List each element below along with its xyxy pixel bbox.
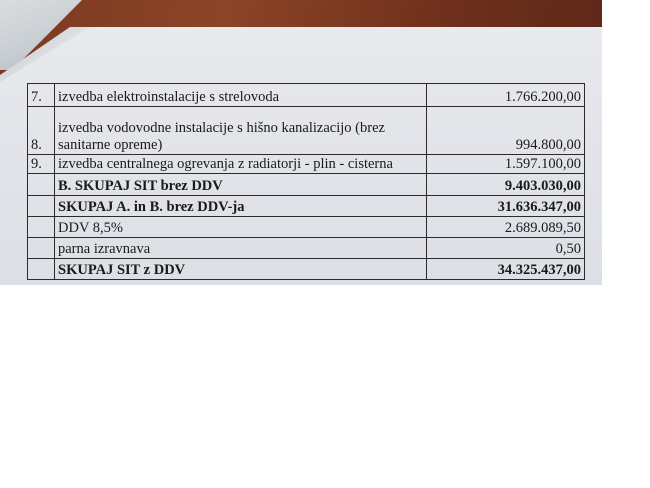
table-row-subtotal	[28, 174, 585, 196]
row-description: SKUPAJ A. in B. brez DDV-ja	[55, 196, 427, 217]
row-description: izvedba elektroinstalacije s strelovoda	[55, 84, 427, 107]
row-number: 9.	[28, 155, 55, 174]
table-row	[28, 155, 585, 174]
cost-table	[27, 83, 585, 280]
row-number	[28, 174, 55, 196]
table-row-total	[28, 259, 585, 280]
row-amount: 1.597.100,00	[427, 155, 585, 174]
row-amount: 2.689.089,50	[427, 217, 585, 238]
row-number	[28, 259, 55, 280]
row-description: B. SKUPAJ SIT brez DDV	[55, 174, 427, 196]
row-amount: 9.403.030,00	[427, 174, 585, 196]
row-amount: 31.636.347,00	[427, 196, 585, 217]
row-number	[28, 217, 55, 238]
row-amount: 994.800,00	[427, 107, 585, 155]
table-row	[28, 84, 585, 107]
table-row	[28, 238, 585, 259]
row-number: 8.	[28, 107, 55, 155]
row-description: izvedba vodovodne instalacije s hišno kanalizacijo (brez sanitarne opreme)	[55, 107, 427, 155]
row-description: izvedba centralnega ogrevanja z radiatorji - plin - cisterna	[55, 155, 427, 174]
row-amount: 1.766.200,00	[427, 84, 585, 107]
row-number	[28, 238, 55, 259]
row-number: 7.	[28, 84, 55, 107]
row-description: DDV 8,5%	[55, 217, 427, 238]
table-row	[28, 107, 585, 155]
row-amount: 0,50	[427, 238, 585, 259]
row-description: parna izravnava	[55, 238, 427, 259]
row-description: SKUPAJ SIT z DDV	[55, 259, 427, 280]
row-amount: 34.325.437,00	[427, 259, 585, 280]
table-row-subtotal	[28, 196, 585, 217]
row-number	[28, 196, 55, 217]
table-row	[28, 217, 585, 238]
